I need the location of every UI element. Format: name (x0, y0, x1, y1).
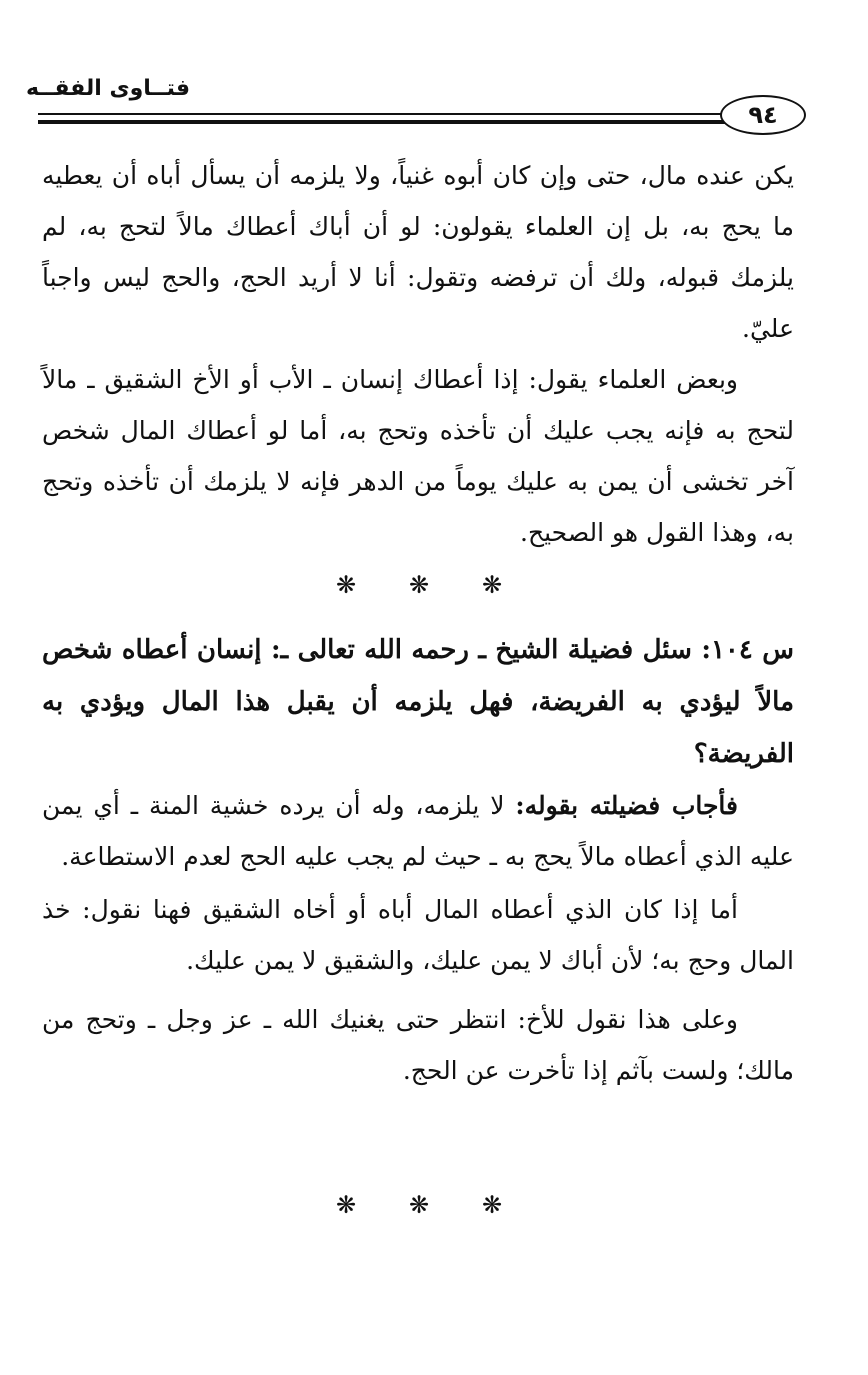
answer-paragraph-one-text: لا يلزمه، وله أن يرده خشية المنة ـ أي يمن عليه الذي أعطاه مالاً يحج به ـ حيث لم يجب عليه الحج لعدم الاستطاعة. (42, 791, 794, 871)
section-separator-bottom (334, 1190, 504, 1220)
star-ornament-icon: ❋ (408, 1191, 430, 1219)
paragraph-continuation: يكن عنده مال، حتى وإن كان أبوه غنياً، ولا يلزمه أن يسأل أباه أن يعطيه ما يحج به، بل إن العلماء يقولون: لو أن أباك أعطاك مالاً لتحج به، لم يلزمك قبوله، ولك أن ترفضه وتقول: أنا لا أريد الحج، والحج ليس واجباً عليّ. (42, 161, 794, 343)
star-ornament-icon: ❋ (335, 1191, 357, 1219)
answer-paragraph-one (42, 780, 794, 882)
question-104 (42, 624, 794, 780)
star-ornament-icon: ❋ (408, 571, 430, 599)
star-ornament-icon: ❋ (335, 571, 357, 599)
answer-lead: فأجاب فضيلته بقوله: (515, 791, 738, 820)
paragraph-scholars-view: وبعض العلماء يقول: إذا أعطاك إنسان ـ الأب أو الأخ الشقيق ـ مالاً لتحج به فإنه يجب عليك أن تأخذه وتحج به، أما لو أعطاك المال شخص آخر تخشى أن يمن به عليك يوماً من الدهر فإنه لا يلزمك أن تأخذه وتحج به، وهذا القول هو الصحيح. (42, 365, 794, 547)
section-separator (334, 570, 504, 600)
answer-text (42, 780, 794, 1096)
running-title: فتــاوى الفقــه (25, 76, 190, 101)
star-ornament-icon: ❋ (481, 1191, 503, 1219)
answer-paragraph-three: وعلى هذا نقول للأخ: انتظر حتى يغنيك الله ـ عز وجل ـ وتحج من مالك؛ ولست بآثم إذا تأخرت عن الحج. (42, 1005, 794, 1085)
question-text: س ١٠٤: سئل فضيلة الشيخ ـ رحمه الله تعالى ـ: إنسان أعطاه شخص مالاً ليؤدي به الفريضة، فهل يلزمه أن يقبل هذا المال ويؤدي به الفريضة؟ (42, 635, 794, 769)
page-number: ٩٤ (720, 95, 806, 135)
star-ornament-icon: ❋ (481, 571, 503, 599)
section-one-text (42, 150, 794, 558)
answer-paragraph-two: أما إذا كان الذي أعطاه المال أباه أو أخاه الشقيق فهنا نقول: خذ المال وحج به؛ لأن أباك لا يمن عليك، والشقيق لا يمن عليك. (42, 895, 794, 975)
header-rule-thin (38, 113, 728, 115)
header-rule-thick (38, 120, 728, 124)
